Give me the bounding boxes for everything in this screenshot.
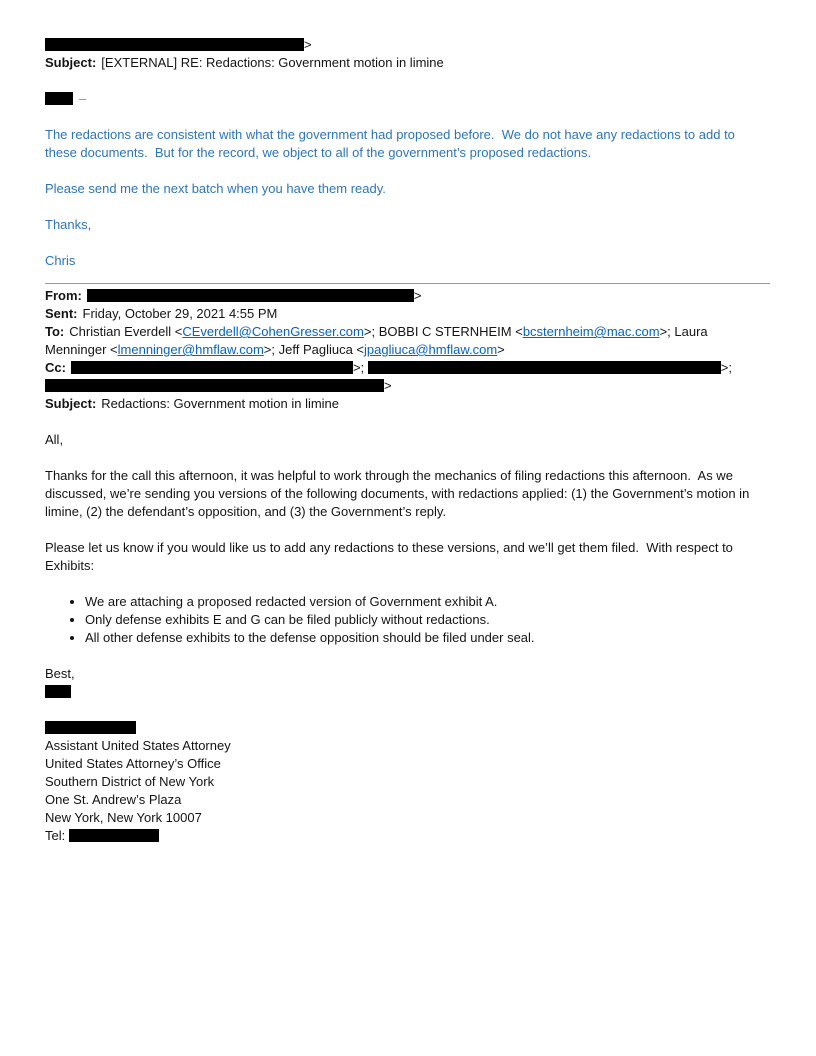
redaction-bar	[71, 361, 353, 374]
subject-label: Subject:	[45, 396, 97, 411]
from-tail: >	[413, 288, 422, 303]
cc-label: Cc:	[45, 360, 66, 375]
to-text: Christian Everdell <	[69, 324, 183, 339]
redaction-bar	[45, 721, 136, 734]
reply-closing: Thanks,	[45, 217, 92, 232]
subject-label: Subject:	[45, 55, 97, 70]
body-paragraph-1: Thanks for the call this afternoon, it was helpful to work through the mechanics of filing redactions this afternoon. As we discussed, we’re sending you versions of the following documents, with redactions applied: (1) the Government’s motion in limine, (2) the defendant’s opposition, and (3) the Government’s reply.	[45, 468, 753, 519]
spacer	[45, 701, 770, 719]
tel-line	[45, 827, 770, 845]
email-link-ceverdell[interactable]: CEverdell@CohenGresser.com	[182, 324, 364, 339]
signature-line: Southern District of New York	[45, 774, 215, 789]
redaction-bar	[45, 38, 304, 51]
from-label: From:	[45, 288, 82, 303]
bullet-item: • All other defense exhibits to the defense opposition should be filed under seal.	[85, 629, 770, 647]
redaction-bar	[45, 92, 73, 105]
redaction-bar	[368, 361, 721, 374]
body-closing: Best,	[45, 666, 75, 681]
tel-label: Tel:	[45, 828, 66, 843]
to-text: >; BOBBI C STERNHEIM <	[363, 324, 523, 339]
sent-line	[45, 305, 770, 323]
greeting-line	[45, 90, 770, 108]
sender-tail: >	[304, 37, 312, 52]
to-text: >; Laura Menninger <	[45, 324, 708, 357]
subject-line-top	[45, 54, 770, 72]
reply-signature-name: Chris	[45, 253, 76, 268]
email-link-jpagliuca[interactable]: jpagliuca@hmflaw.com	[364, 342, 498, 357]
signature-line: One St. Andrew’s Plaza	[45, 792, 182, 807]
signature-line: New York, New York 10007	[45, 810, 202, 825]
exhibit-bullet-list	[45, 593, 770, 647]
sent-value: Friday, October 29, 2021 4:55 PM	[82, 306, 278, 321]
redaction-bar	[87, 289, 414, 302]
cc-separator: >;	[720, 360, 732, 375]
divider	[45, 283, 770, 284]
sent-label: Sent:	[45, 306, 78, 321]
to-text: >; Jeff Pagliuca <	[263, 342, 365, 357]
redaction-bar	[45, 685, 71, 698]
bullet-item: • Only defense exhibits E and G can be filed publicly without redactions.	[85, 611, 770, 629]
subject-value: Redactions: Government motion in limine	[101, 396, 340, 411]
to-text: >	[497, 342, 505, 357]
bullet-item: • We are attaching a proposed redacted version of Government exhibit A.	[85, 593, 770, 611]
body-salutation: All,	[45, 432, 64, 447]
email-link-bcsternheim[interactable]: bcsternheim@mac.com	[522, 324, 660, 339]
from-line	[45, 287, 770, 305]
signature-line: United States Attorney’s Office	[45, 756, 221, 771]
cc-line	[45, 359, 770, 395]
redacted-signer-line	[45, 683, 770, 701]
redacted-name-line	[45, 719, 770, 737]
subject-value: [EXTERNAL] RE: Redactions: Government motion in limine	[101, 55, 444, 70]
body-paragraph-2: Please let us know if you would like us to add any redactions to these versions, and we’ll get them filed. With respect to Exhibits:	[45, 540, 737, 573]
to-line	[45, 323, 770, 359]
email-link-lmenninger[interactable]: lmenninger@hmflaw.com	[117, 342, 264, 357]
to-label: To:	[45, 324, 65, 339]
cc-tail: >	[384, 378, 392, 393]
greeting-dash: –	[79, 91, 87, 106]
subject-line	[45, 395, 770, 413]
signature-line: Assistant United States Attorney	[45, 738, 231, 753]
redacted-sender-line	[45, 36, 770, 54]
redaction-bar	[45, 379, 384, 392]
reply-paragraph-2: Please send me the next batch when you have them ready.	[45, 181, 386, 196]
reply-paragraph-1: The redactions are consistent with what the government had proposed before. We do not have any redactions to add to these documents. But for the record, we object to all of the government’s proposed redactions.	[45, 127, 739, 160]
redaction-bar	[69, 829, 159, 842]
cc-separator: >;	[352, 360, 368, 375]
